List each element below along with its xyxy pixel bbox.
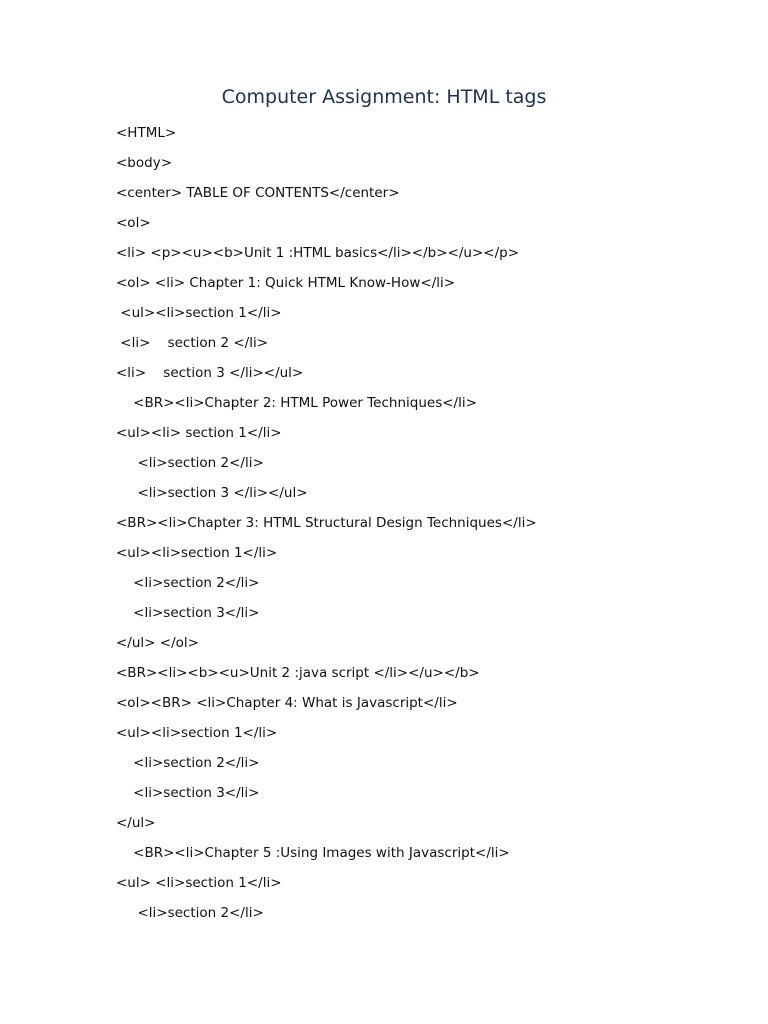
code-line: <BR><li>Chapter 3: HTML Structural Design Techniques</li> (116, 515, 537, 531)
code-line: <ul><li>section 1</li> (116, 545, 278, 561)
code-line: <li>section 2</li> (116, 455, 264, 471)
code-line: <body> (116, 155, 173, 171)
code-line: <li>section 3</li> (116, 785, 260, 801)
code-line: <ol><BR> <li>Chapter 4: What is Javascript</li> (116, 695, 458, 711)
code-line: <ul><li>section 1</li> (116, 725, 278, 741)
code-line: <li> section 2 </li> (116, 335, 269, 351)
code-line: <ol> <li> Chapter 1: Quick HTML Know-How</li> (116, 275, 456, 291)
code-line: </ul> </ol> (116, 635, 199, 651)
code-line: <BR><li>Chapter 5 :Using Images with Javascript</li> (116, 845, 510, 861)
code-line: <ol> (116, 215, 151, 231)
code-line: <BR><li>Chapter 2: HTML Power Techniques</li> (116, 395, 477, 411)
code-line: <li>section 2</li> (116, 755, 260, 771)
code-line: <ul><li> section 1</li> (116, 425, 282, 441)
code-line: <li>section 3</li> (116, 605, 260, 621)
code-line: <center> TABLE OF CONTENTS</center> (116, 185, 400, 201)
code-line: <BR><li><b><u>Unit 2 :java script </li></u></b> (116, 665, 480, 681)
code-line: </ul> (116, 815, 156, 831)
code-line: <HTML> (116, 125, 177, 141)
code-line: <li> section 3 </li></ul> (116, 365, 304, 381)
code-listing (116, 123, 756, 933)
code-line: <li>section 3 </li></ul> (116, 485, 308, 501)
code-line: <li>section 2</li> (116, 575, 260, 591)
code-line: <ul><li>section 1</li> (116, 305, 282, 321)
code-line: <li> <p><u><b>Unit 1 :HTML basics</li></b></u></p> (116, 245, 520, 261)
code-line: <ul> <li>section 1</li> (116, 875, 282, 891)
code-line: <li>section 2</li> (116, 905, 264, 921)
document-title: Computer Assignment: HTML tags (221, 86, 547, 108)
